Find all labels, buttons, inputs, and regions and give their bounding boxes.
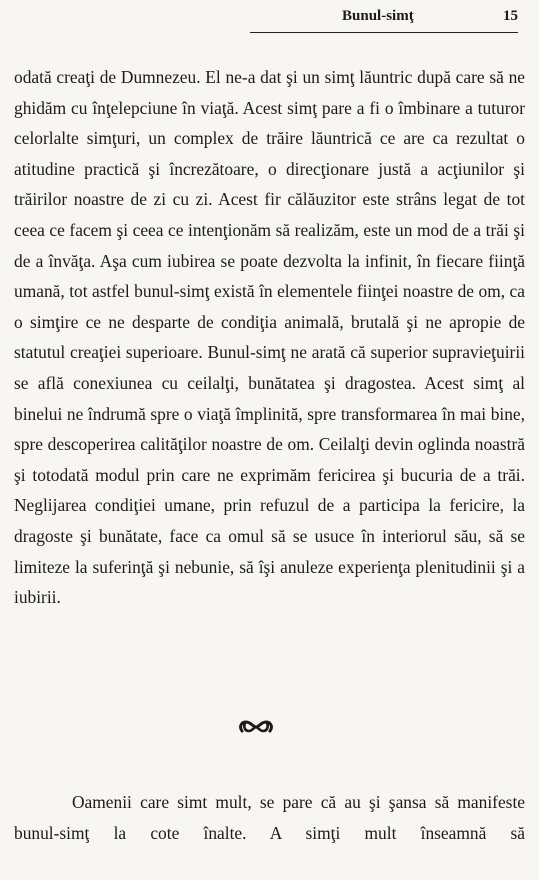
running-header bbox=[250, 6, 518, 33]
paragraph-2: Oamenii care simt mult, se pare că au şi şansa să manifeste bunul-simţ la cote înalte. A simţi mult înseamnă să bbox=[14, 792, 525, 843]
body-text bbox=[14, 62, 525, 613]
paragraph-1: odată creaţi de Dumnezeu. El ne-a dat şi un simţ lăuntric după care să ne ghidăm cu înţelepciune în viaţă. Acest simţ pare a fi o îmbinare a tuturor celorlalte simţuri, un complex de trăire lăuntrică ce are ca rezultat o atitudine practică şi încrezătoare, o direcţionare justă a acţiunilor şi trăirilor noastre de zi cu zi. Acest fir călăuzitor este strâns legat de tot ceea ce facem şi ceea ce intenţionăm să realizăm, este un mod de a trăi şi de a învăţa. Aşa cum iubirea se poate dezvolta la infinit, în fiecare fiinţă umană, tot astfel bunul-simţ există în elementele fiinţei noastre de om, ca o simţire ce ne desparte de condiţia animală, brutală şi ne apropie de statutul creaţiei superioare. Bunul-simţ ne arată că superior supravieţuirii se află conexiunea cu ceilalţi, bunătatea şi dragostea. Acest simţ al binelui ne îndrumă spre o viaţă împlinită, spre transformarea în mai bine, spre descoperirea calităţilor noastre de om. Ceilalţi devin oglinda noastră şi totodată modul prin care ne exprimăm fericirea şi bucuria de a trăi. Neglijarea condiţiei umane, prin refuzul de a participa la fericire, la dragoste şi bunătate, face ca omul să se usuce în interiorul său, să se limiteze la suferinţă şi nebunie, să îşi anuleze experienţa plenitudinii şi a iubirii. bbox=[14, 67, 525, 608]
section-divider-flourish-icon bbox=[237, 716, 275, 738]
page-number: 15 bbox=[503, 8, 518, 24]
running-title: Bunul-simţ bbox=[342, 8, 414, 24]
